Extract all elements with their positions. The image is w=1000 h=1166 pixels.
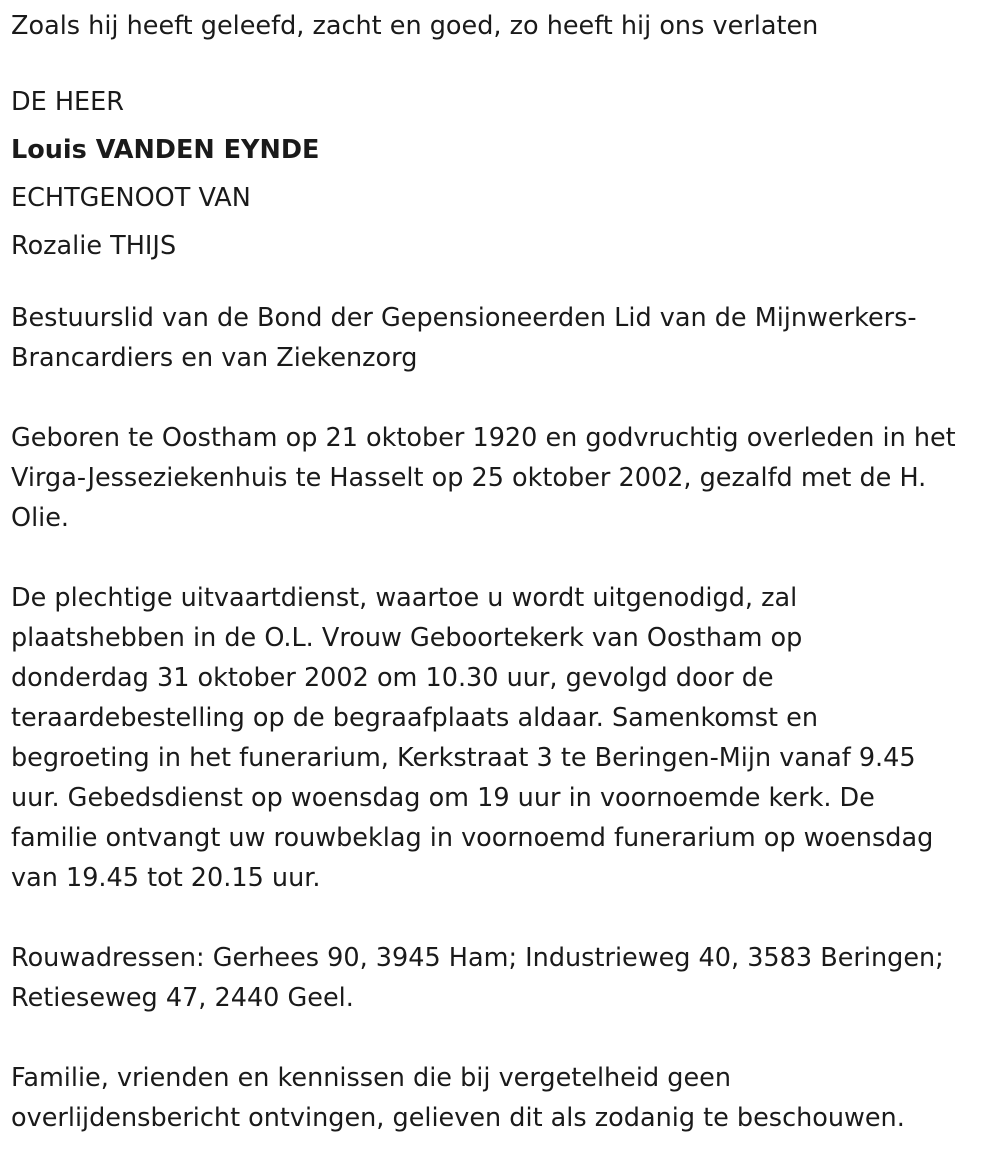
paragraph-line: overlijdensbericht ontvingen, gelieven dit als zodanig te beschouwen.	[11, 1103, 905, 1133]
spacer	[11, 378, 996, 418]
spacer	[11, 270, 996, 298]
funeral-paragraph	[11, 578, 996, 898]
closing-paragraph	[11, 1058, 996, 1138]
deceased-header	[11, 78, 996, 270]
relation-label: ECHTGENOOT VAN	[11, 183, 251, 213]
paragraph-line: Olie.	[11, 503, 70, 533]
opening-quote: Zoals hij heeft geleefd, zacht en goed, zo heeft hij ons verlaten	[11, 11, 819, 41]
honorific-title: DE HEER	[11, 87, 124, 117]
paragraph-line: begroeting in het funerarium, Kerkstraat 3 te Beringen-Mijn vanaf 9.45	[11, 743, 916, 773]
obituary-document	[11, 6, 996, 1138]
paragraph-line: familie ontvangt uw rouwbeklag in voornoemd funerarium op woensdag	[11, 823, 934, 853]
paragraph-line: van 19.45 tot 20.15 uur.	[11, 863, 321, 893]
membership-paragraph	[11, 298, 996, 378]
paragraph-line: Rouwadressen: Gerhees 90, 3945 Ham; Industrieweg 40, 3583 Beringen;	[11, 943, 944, 973]
spouse-name: Rozalie THIJS	[11, 231, 177, 261]
paragraph-line: donderdag 31 oktober 2002 om 10.30 uur, gevolgd door de	[11, 663, 774, 693]
deceased-name: Louis VANDEN EYNDE	[11, 135, 320, 165]
paragraph-line: Bestuurslid van de Bond der Gepensioneerden Lid van de Mijnwerkers-	[11, 303, 917, 333]
paragraph-line: uur. Gebedsdienst op woensdag om 19 uur in voornoemde kerk. De	[11, 783, 875, 813]
spacer	[11, 538, 996, 578]
paragraph-line: De plechtige uitvaartdienst, waartoe u wordt uitgenodigd, zal	[11, 583, 798, 613]
addresses-paragraph	[11, 938, 996, 1018]
birth-death-paragraph	[11, 418, 996, 538]
paragraph-line: Familie, vrienden en kennissen die bij vergetelheid geen	[11, 1063, 731, 1093]
paragraph-line: Brancardiers en van Ziekenzorg	[11, 343, 418, 373]
quote-block	[11, 6, 996, 46]
paragraph-line: Virga-Jesseziekenhuis te Hasselt op 25 oktober 2002, gezalfd met de H.	[11, 463, 927, 493]
paragraph-line: Retieseweg 47, 2440 Geel.	[11, 983, 354, 1013]
spacer	[11, 1018, 996, 1058]
spacer	[11, 46, 996, 78]
paragraph-line: Geboren te Oostham op 21 oktober 1920 en godvruchtig overleden in het	[11, 423, 956, 453]
spacer	[11, 898, 996, 938]
paragraph-line: plaatshebben in de O.L. Vrouw Geboortekerk van Oostham op	[11, 623, 803, 653]
paragraph-line: teraardebestelling op de begraafplaats aldaar. Samenkomst en	[11, 703, 818, 733]
